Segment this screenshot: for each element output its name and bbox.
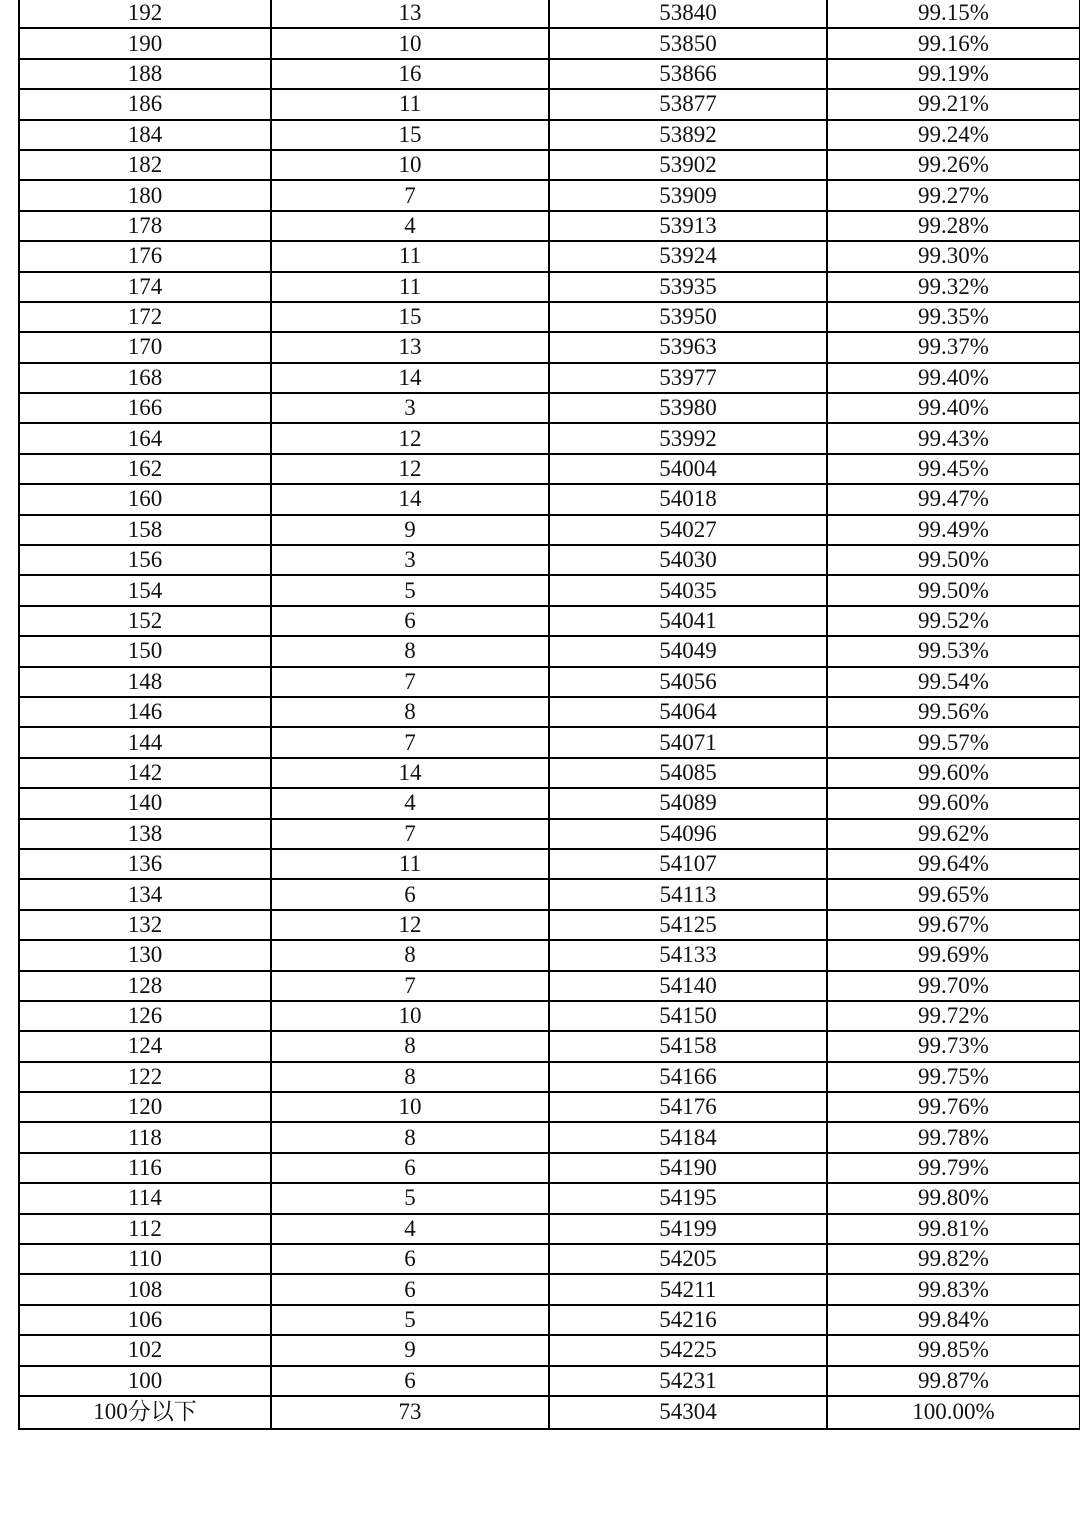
cumulative-count-cell: 54035	[549, 575, 827, 605]
percentile-cell: 99.19%	[827, 59, 1080, 89]
count-cell: 8	[271, 1031, 549, 1061]
table-row	[19, 484, 1080, 514]
percentile-cell: 99.30%	[827, 241, 1080, 271]
table-row	[19, 1092, 1080, 1122]
cumulative-count-cell: 54150	[549, 1001, 827, 1031]
count-cell: 10	[271, 150, 549, 180]
cumulative-count-cell: 53909	[549, 180, 827, 210]
table-row	[19, 363, 1080, 393]
count-cell: 10	[271, 1092, 549, 1122]
table-row	[19, 211, 1080, 241]
cumulative-count-cell: 53850	[549, 28, 827, 58]
count-cell: 4	[271, 211, 549, 241]
score-cell: 182	[19, 150, 271, 180]
score-cell: 100	[19, 1366, 271, 1396]
cumulative-count-cell: 54107	[549, 849, 827, 879]
score-cell: 150	[19, 636, 271, 666]
count-cell: 13	[271, 0, 549, 28]
count-cell: 6	[271, 606, 549, 636]
count-cell: 11	[271, 241, 549, 271]
percentile-cell: 99.52%	[827, 606, 1080, 636]
percentile-cell: 99.45%	[827, 454, 1080, 484]
cumulative-count-cell: 53902	[549, 150, 827, 180]
score-cell: 114	[19, 1183, 271, 1213]
percentile-cell: 99.69%	[827, 940, 1080, 970]
cumulative-count-cell: 54027	[549, 515, 827, 545]
score-cell: 128	[19, 971, 271, 1001]
count-cell: 12	[271, 454, 549, 484]
count-cell: 13	[271, 332, 549, 362]
cumulative-count-cell: 53950	[549, 302, 827, 332]
percentile-cell: 99.53%	[827, 636, 1080, 666]
score-cell: 190	[19, 28, 271, 58]
percentile-cell: 99.37%	[827, 332, 1080, 362]
score-cell: 172	[19, 302, 271, 332]
percentile-cell: 99.72%	[827, 1001, 1080, 1031]
score-cell: 186	[19, 89, 271, 119]
cumulative-count-cell: 54041	[549, 606, 827, 636]
score-cell: 174	[19, 272, 271, 302]
table-row	[19, 89, 1080, 119]
score-cell: 160	[19, 484, 271, 514]
score-cell: 176	[19, 241, 271, 271]
table-row	[19, 1031, 1080, 1061]
cumulative-count-cell: 53913	[549, 211, 827, 241]
cumulative-count-cell: 54096	[549, 819, 827, 849]
table-row	[19, 1001, 1080, 1031]
score-cell: 184	[19, 120, 271, 150]
score-cell: 166	[19, 393, 271, 423]
cumulative-count-cell: 53877	[549, 89, 827, 119]
table-row	[19, 1366, 1080, 1396]
score-distribution-table	[18, 0, 1080, 1430]
percentile-cell: 99.67%	[827, 910, 1080, 940]
table-row	[19, 788, 1080, 818]
score-cell: 138	[19, 819, 271, 849]
count-cell: 8	[271, 697, 549, 727]
cumulative-count-cell: 54018	[549, 484, 827, 514]
table-row	[19, 1062, 1080, 1092]
cumulative-count-cell: 54195	[549, 1183, 827, 1213]
count-cell: 7	[271, 180, 549, 210]
table-row	[19, 545, 1080, 575]
table-row	[19, 849, 1080, 879]
cumulative-count-cell: 54064	[549, 697, 827, 727]
score-cell: 124	[19, 1031, 271, 1061]
cumulative-count-cell: 54085	[549, 758, 827, 788]
table-row	[19, 971, 1080, 1001]
cumulative-count-cell: 54133	[549, 940, 827, 970]
score-cell: 132	[19, 910, 271, 940]
count-cell: 4	[271, 788, 549, 818]
count-cell: 6	[271, 1274, 549, 1304]
percentile-cell: 99.84%	[827, 1305, 1080, 1335]
cumulative-count-cell: 54056	[549, 667, 827, 697]
count-cell: 3	[271, 545, 549, 575]
percentile-cell: 99.76%	[827, 1092, 1080, 1122]
score-cell: 112	[19, 1214, 271, 1244]
score-cell: 180	[19, 180, 271, 210]
table-row	[19, 515, 1080, 545]
count-cell: 10	[271, 28, 549, 58]
count-cell: 7	[271, 667, 549, 697]
table-row	[19, 272, 1080, 302]
table-row	[19, 454, 1080, 484]
cumulative-count-cell: 54089	[549, 788, 827, 818]
percentile-cell: 99.64%	[827, 849, 1080, 879]
count-cell: 12	[271, 423, 549, 453]
table-row	[19, 1183, 1080, 1213]
score-cell: 144	[19, 727, 271, 757]
score-cell: 164	[19, 423, 271, 453]
percentile-cell: 99.80%	[827, 1183, 1080, 1213]
count-cell: 16	[271, 59, 549, 89]
cumulative-count-cell: 54140	[549, 971, 827, 1001]
count-cell: 10	[271, 1001, 549, 1031]
count-cell: 14	[271, 484, 549, 514]
table-row	[19, 120, 1080, 150]
percentile-cell: 99.85%	[827, 1335, 1080, 1365]
score-cell: 146	[19, 697, 271, 727]
score-table-body	[19, 0, 1080, 1429]
count-cell: 15	[271, 302, 549, 332]
table-row	[19, 1244, 1080, 1274]
score-cell: 192	[19, 0, 271, 28]
score-cell: 136	[19, 849, 271, 879]
score-cell: 134	[19, 879, 271, 909]
count-cell: 6	[271, 879, 549, 909]
score-cell: 148	[19, 667, 271, 697]
score-cell: 156	[19, 545, 271, 575]
count-cell: 73	[271, 1396, 549, 1429]
table-row	[19, 28, 1080, 58]
percentile-cell: 99.83%	[827, 1274, 1080, 1304]
table-row	[19, 1396, 1080, 1429]
score-cell: 168	[19, 363, 271, 393]
percentile-cell: 99.21%	[827, 89, 1080, 119]
table-row	[19, 1274, 1080, 1304]
table-row	[19, 758, 1080, 788]
percentile-cell: 99.16%	[827, 28, 1080, 58]
cumulative-count-cell: 53980	[549, 393, 827, 423]
cumulative-count-cell: 54231	[549, 1366, 827, 1396]
count-cell: 8	[271, 636, 549, 666]
table-row	[19, 940, 1080, 970]
table-row	[19, 727, 1080, 757]
percentile-cell: 99.60%	[827, 788, 1080, 818]
count-cell: 8	[271, 940, 549, 970]
percentile-cell: 99.65%	[827, 879, 1080, 909]
percentile-cell: 99.79%	[827, 1153, 1080, 1183]
percentile-cell: 99.26%	[827, 150, 1080, 180]
percentile-cell: 100.00%	[827, 1396, 1080, 1429]
table-row	[19, 59, 1080, 89]
count-cell: 12	[271, 910, 549, 940]
percentile-cell: 99.54%	[827, 667, 1080, 697]
score-cell: 158	[19, 515, 271, 545]
percentile-cell: 99.60%	[827, 758, 1080, 788]
percentile-cell: 99.49%	[827, 515, 1080, 545]
count-cell: 4	[271, 1214, 549, 1244]
score-cell: 142	[19, 758, 271, 788]
score-cell: 118	[19, 1122, 271, 1152]
count-cell: 9	[271, 515, 549, 545]
score-cell: 100分以下	[19, 1396, 271, 1429]
cumulative-count-cell: 54158	[549, 1031, 827, 1061]
count-cell: 5	[271, 1183, 549, 1213]
count-cell: 7	[271, 819, 549, 849]
table-row	[19, 150, 1080, 180]
cumulative-count-cell: 54199	[549, 1214, 827, 1244]
cumulative-count-cell: 54125	[549, 910, 827, 940]
cumulative-count-cell: 54205	[549, 1244, 827, 1274]
cumulative-count-cell: 53977	[549, 363, 827, 393]
percentile-cell: 99.40%	[827, 363, 1080, 393]
count-cell: 9	[271, 1335, 549, 1365]
percentile-cell: 99.73%	[827, 1031, 1080, 1061]
cumulative-count-cell: 54049	[549, 636, 827, 666]
count-cell: 3	[271, 393, 549, 423]
cumulative-count-cell: 53892	[549, 120, 827, 150]
score-cell: 170	[19, 332, 271, 362]
count-cell: 6	[271, 1366, 549, 1396]
table-row	[19, 1305, 1080, 1335]
score-cell: 116	[19, 1153, 271, 1183]
count-cell: 8	[271, 1062, 549, 1092]
cumulative-count-cell: 53866	[549, 59, 827, 89]
cumulative-count-cell: 54176	[549, 1092, 827, 1122]
table-row	[19, 241, 1080, 271]
table-row	[19, 575, 1080, 605]
table-row	[19, 697, 1080, 727]
cumulative-count-cell: 54030	[549, 545, 827, 575]
cumulative-count-cell: 54004	[549, 454, 827, 484]
percentile-cell: 99.43%	[827, 423, 1080, 453]
cumulative-count-cell: 53924	[549, 241, 827, 271]
count-cell: 6	[271, 1244, 549, 1274]
score-cell: 162	[19, 454, 271, 484]
percentile-cell: 99.57%	[827, 727, 1080, 757]
count-cell: 7	[271, 727, 549, 757]
percentile-cell: 99.62%	[827, 819, 1080, 849]
count-cell: 14	[271, 363, 549, 393]
percentile-cell: 99.82%	[827, 1244, 1080, 1274]
table-row	[19, 332, 1080, 362]
count-cell: 11	[271, 272, 549, 302]
table-row	[19, 1153, 1080, 1183]
count-cell: 14	[271, 758, 549, 788]
table-row	[19, 1335, 1080, 1365]
score-cell: 122	[19, 1062, 271, 1092]
count-cell: 11	[271, 849, 549, 879]
count-cell: 6	[271, 1153, 549, 1183]
percentile-cell: 99.50%	[827, 545, 1080, 575]
count-cell: 5	[271, 575, 549, 605]
table-row	[19, 0, 1080, 28]
percentile-cell: 99.35%	[827, 302, 1080, 332]
count-cell: 8	[271, 1122, 549, 1152]
table-row	[19, 1214, 1080, 1244]
table-row	[19, 302, 1080, 332]
table-row	[19, 180, 1080, 210]
cumulative-count-cell: 54211	[549, 1274, 827, 1304]
count-cell: 11	[271, 89, 549, 119]
table-row	[19, 393, 1080, 423]
score-cell: 110	[19, 1244, 271, 1274]
percentile-cell: 99.40%	[827, 393, 1080, 423]
percentile-cell: 99.24%	[827, 120, 1080, 150]
cumulative-count-cell: 53935	[549, 272, 827, 302]
count-cell: 5	[271, 1305, 549, 1335]
percentile-cell: 99.87%	[827, 1366, 1080, 1396]
percentile-cell: 99.47%	[827, 484, 1080, 514]
score-cell: 120	[19, 1092, 271, 1122]
count-cell: 7	[271, 971, 549, 1001]
percentile-cell: 99.70%	[827, 971, 1080, 1001]
count-cell: 15	[271, 120, 549, 150]
table-row	[19, 819, 1080, 849]
cumulative-count-cell: 54225	[549, 1335, 827, 1365]
cumulative-count-cell: 53840	[549, 0, 827, 28]
percentile-cell: 99.32%	[827, 272, 1080, 302]
percentile-cell: 99.15%	[827, 0, 1080, 28]
cumulative-count-cell: 53963	[549, 332, 827, 362]
percentile-cell: 99.56%	[827, 697, 1080, 727]
score-cell: 108	[19, 1274, 271, 1304]
table-row	[19, 423, 1080, 453]
percentile-cell: 99.75%	[827, 1062, 1080, 1092]
cumulative-count-cell: 54184	[549, 1122, 827, 1152]
score-cell: 102	[19, 1335, 271, 1365]
cumulative-count-cell: 54190	[549, 1153, 827, 1183]
score-cell: 130	[19, 940, 271, 970]
table-row	[19, 606, 1080, 636]
score-cell: 178	[19, 211, 271, 241]
cumulative-count-cell: 53992	[549, 423, 827, 453]
cumulative-count-cell: 54113	[549, 879, 827, 909]
score-cell: 152	[19, 606, 271, 636]
percentile-cell: 99.78%	[827, 1122, 1080, 1152]
score-cell: 154	[19, 575, 271, 605]
score-cell: 126	[19, 1001, 271, 1031]
percentile-cell: 99.50%	[827, 575, 1080, 605]
table-row	[19, 667, 1080, 697]
table-row	[19, 636, 1080, 666]
percentile-cell: 99.28%	[827, 211, 1080, 241]
cumulative-count-cell: 54166	[549, 1062, 827, 1092]
percentile-cell: 99.81%	[827, 1214, 1080, 1244]
percentile-cell: 99.27%	[827, 180, 1080, 210]
cumulative-count-cell: 54071	[549, 727, 827, 757]
cumulative-count-cell: 54304	[549, 1396, 827, 1429]
table-row	[19, 879, 1080, 909]
score-cell: 106	[19, 1305, 271, 1335]
cumulative-count-cell: 54216	[549, 1305, 827, 1335]
score-cell: 188	[19, 59, 271, 89]
score-cell: 140	[19, 788, 271, 818]
table-row	[19, 910, 1080, 940]
table-row	[19, 1122, 1080, 1152]
